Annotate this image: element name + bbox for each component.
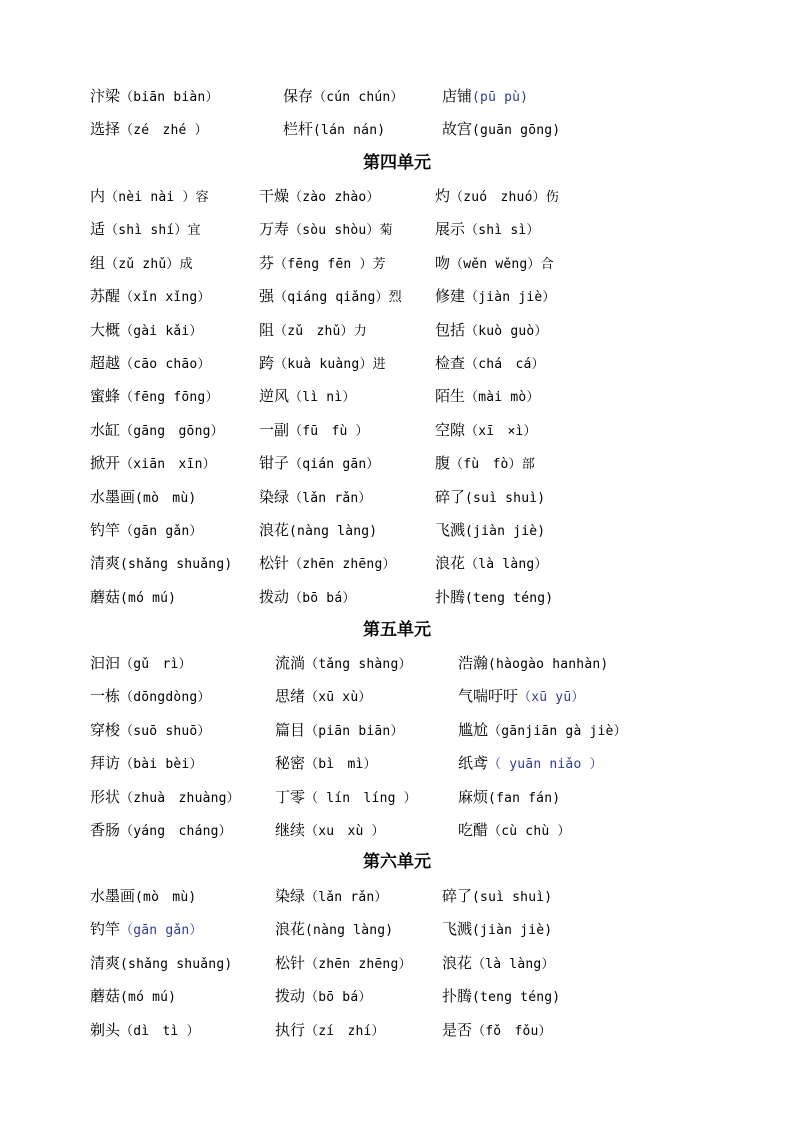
- pinyin-options: (lán nán): [313, 123, 386, 139]
- vocab-word: 陌生: [435, 387, 466, 406]
- vocab-entry: [259, 485, 372, 511]
- vocab-row: [0, 718, 794, 742]
- pinyin-options: (jiàn jiè): [472, 923, 553, 939]
- vocab-entry: [435, 384, 540, 410]
- vocab-word: 超越: [90, 354, 121, 372]
- pinyin-options: （zào zhào）: [289, 190, 380, 205]
- vocab-word: 钓竿: [90, 920, 121, 939]
- pinyin-options: (mò mù): [135, 890, 197, 905]
- vocab-word: 碎了: [435, 487, 466, 506]
- vocab-entry: [275, 651, 412, 677]
- vocab-word: 掀开: [90, 454, 121, 473]
- pinyin-options: （shì sì）: [465, 223, 540, 239]
- vocab-entry: [435, 217, 540, 243]
- vocab-word: 篇目: [275, 720, 306, 739]
- vocab-entry: [259, 251, 386, 277]
- vocab-row: [0, 585, 794, 609]
- vocab-entry: [90, 651, 192, 677]
- pinyin-options: （xī ×ì）: [465, 423, 537, 439]
- vocab-entry: [90, 917, 203, 943]
- pinyin-options: （fū fù ）: [289, 423, 369, 439]
- pinyin-options: (suì shuì): [465, 490, 546, 506]
- vocab-entry: [435, 318, 548, 344]
- pinyin-options: （zhēn zhēng）: [305, 956, 412, 972]
- pinyin-options: （gān gǎn）: [120, 524, 203, 539]
- pinyin-options: (suì shuì): [472, 890, 553, 905]
- vocab-entry: [458, 751, 603, 777]
- pinyin-options: （dōngdòng）: [120, 690, 211, 706]
- vocab-entry: [442, 984, 560, 1010]
- pinyin-options: （suō shuō）: [120, 723, 211, 739]
- pinyin-options: (pū pù): [472, 90, 529, 105]
- vocab-word: 修建: [435, 287, 466, 306]
- vocab-entry: [275, 884, 388, 910]
- vocab-word: 阻: [259, 320, 275, 339]
- pinyin-options: （gǔ rì）: [120, 657, 192, 672]
- pinyin-options: (mó mú): [120, 590, 177, 606]
- pinyin-options: （zé zhé ）: [120, 123, 208, 139]
- vocab-entry: [90, 84, 219, 110]
- vocab-entry: [259, 551, 396, 577]
- vocab-entry: [259, 318, 367, 344]
- pinyin-options: （xū yū）: [518, 690, 585, 706]
- pinyin-options: (nàng làng): [305, 923, 394, 939]
- pinyin-options: （biān biàn）: [120, 90, 219, 105]
- pinyin-options: (nàng làng): [289, 524, 378, 539]
- pinyin-options: （bō bá）: [305, 990, 372, 1006]
- vocab-entry: [435, 418, 537, 444]
- vocab-word: 水墨画: [90, 887, 136, 905]
- pinyin-options: （xiān xīn）: [120, 457, 216, 473]
- vocab-word: 钓竿: [90, 521, 121, 539]
- pinyin-options: （qiáng qiǎng）烈: [274, 290, 402, 306]
- vocab-row: [0, 917, 794, 941]
- vocab-word: 松针: [259, 554, 290, 573]
- vocab-word: 思绪: [275, 687, 306, 706]
- vocab-entry: [90, 684, 211, 710]
- pinyin-options: （dì tì ）: [120, 1023, 200, 1039]
- pinyin-options: （zhēn zhēng）: [289, 557, 396, 573]
- vocab-word: 浪花: [259, 521, 290, 539]
- vocab-word: 吻: [435, 253, 451, 272]
- vocab-row: [0, 217, 794, 241]
- vocab-entry: [259, 518, 377, 544]
- vocab-word: 浩瀚: [458, 654, 489, 672]
- pinyin-options: （bài bèi）: [120, 757, 203, 773]
- pinyin-options: (guān gōng): [472, 123, 561, 139]
- vocab-word: 汴梁: [90, 87, 121, 105]
- vocab-word: 水缸: [90, 420, 121, 439]
- vocab-word: 浪花: [442, 953, 473, 972]
- vocab-entry: [90, 418, 224, 444]
- vocab-word: 秘密: [275, 754, 306, 773]
- pinyin-options: （zuó zhuó）伤: [450, 190, 560, 205]
- vocab-entry: [275, 718, 404, 744]
- vocab-entry: [90, 785, 240, 811]
- vocab-row: [0, 184, 794, 208]
- vocab-entry: [90, 884, 196, 910]
- vocab-row: [0, 818, 794, 842]
- vocab-word: 尴尬: [458, 720, 489, 739]
- pinyin-options: （cù chù ）: [488, 824, 571, 839]
- pinyin-options: （kuò guò）: [465, 323, 548, 339]
- vocab-row: [0, 684, 794, 708]
- pinyin-options: （ yuān niǎo ）: [488, 757, 603, 773]
- vocab-word: 店铺: [442, 87, 473, 105]
- vocab-entry: [435, 485, 545, 511]
- vocab-word: 执行: [275, 1020, 306, 1039]
- vocab-word: 丁零: [275, 787, 306, 806]
- pinyin-options: （chá cá）: [465, 357, 545, 372]
- vocab-word: 扑腾: [435, 587, 466, 606]
- vocab-word: 蘑菇: [90, 587, 121, 606]
- vocab-entry: [90, 117, 208, 143]
- pinyin-options: （cún chún）: [313, 90, 404, 105]
- pinyin-options: （zí zhí）: [305, 1023, 385, 1039]
- vocab-row: [0, 418, 794, 442]
- vocab-word: 吃醋: [458, 821, 489, 839]
- vocab-word: 飞溅: [442, 920, 473, 939]
- vocab-row: [0, 951, 794, 975]
- vocab-row: [0, 651, 794, 675]
- vocab-entry: [259, 217, 393, 243]
- vocab-row: [0, 1018, 794, 1042]
- vocab-word: 空隙: [435, 420, 466, 439]
- vocab-word: 展示: [435, 220, 466, 239]
- pinyin-options: （cāo chāo）: [120, 357, 211, 372]
- vocab-row: [0, 785, 794, 809]
- vocab-entry: [435, 351, 545, 377]
- vocab-entry: [435, 284, 556, 310]
- vocab-row: [0, 984, 794, 1008]
- vocab-entry: [259, 585, 356, 611]
- vocab-word: 流淌: [275, 654, 306, 672]
- vocab-entry: [275, 818, 385, 844]
- vocab-entry: [458, 818, 571, 844]
- unit-heading: 第六单元: [363, 852, 431, 872]
- vocab-entry: [442, 884, 552, 910]
- vocab-entry: [435, 551, 548, 577]
- vocab-entry: [442, 117, 560, 143]
- vocab-entry: [90, 551, 232, 577]
- vocab-word: 芬: [259, 253, 275, 272]
- vocab-entry: [90, 984, 176, 1010]
- vocab-word: 气喘吁吁: [458, 687, 519, 706]
- pinyin-options: （zhuà zhuàng）: [120, 790, 240, 806]
- pinyin-options: （bì mì）: [305, 757, 377, 773]
- unit-heading: 第四单元: [363, 153, 431, 173]
- pinyin-options: （là làng）: [465, 557, 548, 573]
- pinyin-options: （kuà kuàng）进: [274, 357, 386, 372]
- vocab-word: 干燥: [259, 187, 290, 205]
- vocab-entry: [90, 384, 219, 410]
- vocab-word: 拨动: [259, 587, 290, 606]
- pinyin-options: （gān gǎn）: [120, 923, 203, 939]
- vocab-word: 剃头: [90, 1020, 121, 1039]
- vocab-entry: [259, 184, 380, 210]
- pinyin-options: （fēng fōng）: [120, 390, 219, 406]
- pinyin-options: （bō bá）: [289, 590, 356, 606]
- vocab-row: [0, 84, 794, 108]
- pinyin-options: （wěn wěng）合: [450, 256, 554, 272]
- vocab-entry: [435, 585, 553, 611]
- vocab-word: 故宫: [442, 120, 473, 139]
- vocab-row: [0, 884, 794, 908]
- pinyin-options: （zǔ zhǔ）成: [105, 256, 193, 272]
- pinyin-options: （xǐn xǐng）: [120, 290, 211, 306]
- vocab-entry: [275, 751, 377, 777]
- vocab-entry: [259, 384, 356, 410]
- pinyin-options: (shǎng shuǎng): [120, 557, 233, 573]
- vocab-entry: [90, 184, 209, 210]
- pinyin-options: （fǒ fǒu）: [472, 1023, 552, 1039]
- pinyin-options: （ lín líng ）: [305, 790, 417, 806]
- vocab-word: 逆风: [259, 387, 290, 406]
- vocab-entry: [90, 518, 203, 544]
- vocab-entry: [442, 917, 552, 943]
- vocab-word: 拨动: [275, 987, 306, 1006]
- pinyin-options: （xū xù）: [305, 690, 372, 706]
- vocab-entry: [90, 951, 232, 977]
- vocab-word: 选择: [90, 120, 121, 139]
- vocab-word: 组: [90, 253, 106, 272]
- vocab-word: 栏杆: [283, 120, 314, 139]
- vocab-word: 灼: [435, 187, 451, 205]
- vocab-entry: [275, 917, 393, 943]
- pinyin-options: （lì nì）: [289, 390, 356, 406]
- vocab-row: [0, 451, 794, 475]
- vocab-word: 麻烦: [458, 787, 489, 806]
- vocab-entry: [275, 984, 372, 1010]
- vocab-entry: [259, 351, 386, 377]
- pinyin-options: （mài mò）: [465, 390, 540, 406]
- vocab-word: 包括: [435, 320, 466, 339]
- pinyin-options: （gānjiān gà jiè）: [488, 723, 627, 739]
- pinyin-options: （lǎn rǎn）: [305, 890, 388, 905]
- pinyin-options: （fēng fēn ）芳: [274, 256, 386, 272]
- vocab-entry: [275, 785, 417, 811]
- vocab-entry: [275, 951, 412, 977]
- vocab-entry: [90, 485, 196, 511]
- vocab-entry: [90, 818, 232, 844]
- vocab-word: 蜜蜂: [90, 387, 121, 406]
- vocab-entry: [435, 451, 535, 477]
- vocab-word: 浪花: [435, 554, 466, 573]
- pinyin-options: （yáng cháng）: [120, 824, 232, 839]
- vocab-row: [0, 518, 794, 542]
- vocab-word: 香肠: [90, 821, 121, 839]
- vocab-entry: [458, 718, 627, 744]
- vocab-word: 清爽: [90, 953, 121, 972]
- vocab-entry: [442, 1018, 552, 1044]
- vocab-entry: [275, 684, 372, 710]
- vocab-word: 纸鸢: [458, 754, 489, 773]
- vocab-word: 染绿: [259, 487, 290, 506]
- vocab-word: 扑腾: [442, 987, 473, 1006]
- vocab-word: 一副: [259, 420, 290, 439]
- vocab-word: 汩汩: [90, 654, 121, 672]
- vocab-row: [0, 251, 794, 275]
- vocab-entry: [90, 1018, 200, 1044]
- vocab-word: 适: [90, 220, 106, 239]
- pinyin-options: （xu xù ）: [305, 824, 385, 839]
- pinyin-options: （fù fò）部: [450, 457, 535, 473]
- vocab-entry: [259, 418, 369, 444]
- vocab-entry: [435, 518, 545, 544]
- vocab-word: 穿梭: [90, 720, 121, 739]
- vocab-row: [0, 318, 794, 342]
- vocab-word: 水墨画: [90, 487, 136, 506]
- pinyin-options: （gài kǎi）: [120, 323, 203, 339]
- pinyin-options: （tǎng shàng）: [305, 657, 412, 672]
- vocab-word: 强: [259, 287, 275, 306]
- pinyin-options: (mò mù): [135, 490, 197, 506]
- vocab-entry: [90, 718, 211, 744]
- vocab-row: [0, 551, 794, 575]
- vocab-row: [0, 485, 794, 509]
- vocab-entry: [442, 84, 528, 110]
- vocab-row: [0, 351, 794, 375]
- pinyin-options: （lǎn rǎn）: [289, 490, 372, 506]
- vocab-entry: [458, 651, 608, 677]
- pinyin-options: （zǔ zhǔ）力: [274, 323, 367, 339]
- vocab-word: 蘑菇: [90, 987, 121, 1006]
- vocab-entry: [90, 251, 193, 277]
- vocab-word: 染绿: [275, 887, 306, 905]
- vocab-row: [0, 284, 794, 308]
- vocab-row: [0, 384, 794, 408]
- vocab-entry: [442, 951, 555, 977]
- vocab-word: 继续: [275, 821, 306, 839]
- pinyin-options: （nèi nài ）容: [105, 190, 209, 205]
- vocab-entry: [283, 117, 385, 143]
- pinyin-options: （gāng gōng）: [120, 423, 224, 439]
- vocab-entry: [435, 184, 559, 210]
- vocab-entry: [90, 751, 203, 777]
- vocab-entry: [283, 84, 404, 110]
- pinyin-options: （sòu shòu）菊: [289, 223, 393, 239]
- vocab-entry: [259, 284, 402, 310]
- vocab-entry: [458, 684, 585, 710]
- vocab-entry: [90, 318, 203, 344]
- vocab-word: 钳子: [259, 454, 290, 473]
- unit-heading: 第五单元: [363, 620, 431, 640]
- vocab-word: 保存: [283, 87, 314, 105]
- vocab-row: [0, 751, 794, 775]
- pinyin-options: (jiàn jiè): [465, 524, 546, 539]
- vocab-entry: [90, 451, 216, 477]
- vocab-word: 拜访: [90, 754, 121, 773]
- vocab-word: 飞溅: [435, 521, 466, 539]
- pinyin-options: （piān biān）: [305, 723, 404, 739]
- vocab-entry: [259, 451, 380, 477]
- pinyin-options: (teng téng): [472, 990, 561, 1006]
- pinyin-options: (hàogào hanhàn): [488, 657, 609, 672]
- vocab-word: 清爽: [90, 554, 121, 573]
- vocab-entry: [90, 585, 176, 611]
- vocab-word: 苏醒: [90, 287, 121, 306]
- vocab-word: 检查: [435, 354, 466, 372]
- pinyin-options: （shì shí）宜: [105, 223, 201, 239]
- vocab-entry: [90, 284, 211, 310]
- vocab-word: 松针: [275, 953, 306, 972]
- vocab-word: 形状: [90, 787, 121, 806]
- vocab-word: 腹: [435, 454, 451, 473]
- pinyin-options: (teng téng): [465, 590, 554, 606]
- vocab-entry: [458, 785, 560, 811]
- vocab-entry: [90, 217, 201, 243]
- vocab-word: 是否: [442, 1020, 473, 1039]
- vocab-entry: [275, 1018, 385, 1044]
- vocab-row: [0, 117, 794, 141]
- pinyin-options: （qián gān）: [289, 457, 380, 473]
- vocab-word: 跨: [259, 354, 275, 372]
- pinyin-options: (mó mú): [120, 990, 177, 1006]
- vocab-word: 碎了: [442, 887, 473, 905]
- vocab-entry: [435, 251, 554, 277]
- pinyin-options: （là làng）: [472, 956, 555, 972]
- vocab-word: 浪花: [275, 920, 306, 939]
- vocab-word: 内: [90, 187, 106, 205]
- vocab-word: 大概: [90, 320, 121, 339]
- vocab-word: 一栋: [90, 687, 121, 706]
- pinyin-options: (fan fán): [488, 790, 561, 806]
- vocab-word: 万寿: [259, 220, 290, 239]
- pinyin-options: (shǎng shuǎng): [120, 956, 233, 972]
- pinyin-options: （jiàn jiè）: [465, 290, 556, 306]
- vocab-entry: [90, 351, 211, 377]
